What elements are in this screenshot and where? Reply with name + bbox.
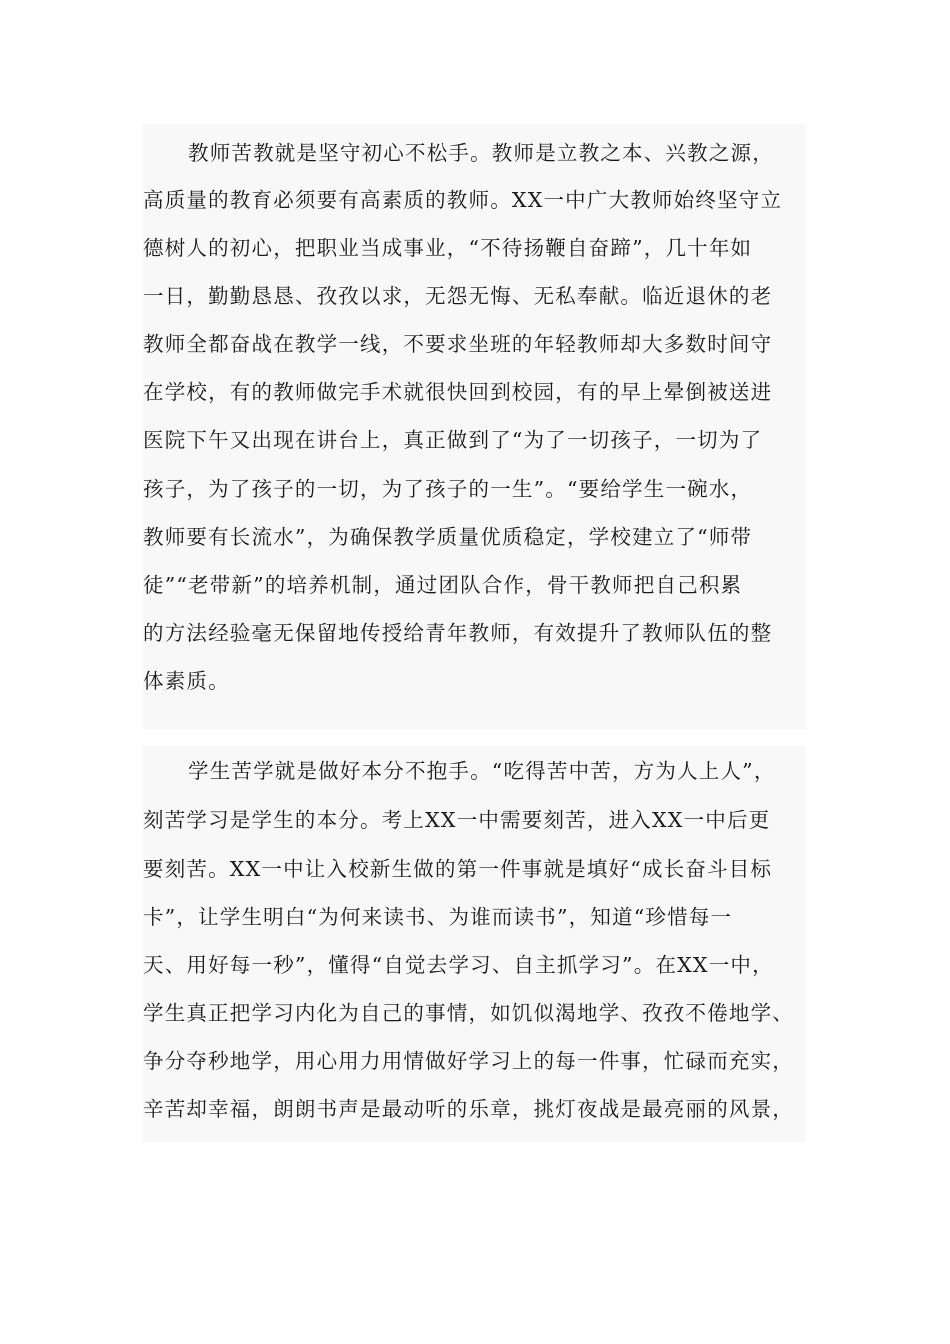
- paragraph-line: 徒”“老带新”的培养机制，通过团队合作，骨干教师把自己积累: [143, 573, 743, 597]
- paragraph-line: 孩子，为了孩子的一切，为了孩子的一生”。“要给学生一碗水，: [143, 477, 753, 501]
- paragraph-students: [143, 746, 806, 1142]
- paragraph-line: 体素质。: [143, 669, 230, 693]
- paragraph-line: 学生苦学就是做好本分不抱手。“吃得苦中苦，方为人上人”，: [188, 759, 776, 783]
- paragraph-line: 学生真正把学习内化为自己的事情，如饥似渴地学、孜孜不倦地学、: [143, 1001, 794, 1025]
- paragraph-line: 德树人的初心，把职业当成事业，“不待扬鞭自奋蹄”，几十年如: [143, 236, 753, 260]
- paragraph-line: 刻苦学习是学生的本分。考上XX一中需要刻苦，进入XX一中后更: [143, 808, 771, 832]
- paragraph-line: 争分夺秒地学，用心用力用情做好学习上的每一件事，忙碌而充实，: [143, 1049, 794, 1073]
- paragraph-teachers: [143, 124, 806, 729]
- paragraph-line: 教师要有长流水”，为确保教学质量优质稳定，学校建立了“师带: [143, 525, 753, 549]
- paragraph-line: 教师苦教就是坚守初心不松手。教师是立教之本、兴教之源，: [188, 141, 774, 165]
- paragraph-line: 高质量的教育必须要有高素质的教师。XX一中广大教师始终坚守立: [143, 188, 783, 212]
- paragraph-line: 一日，勤勤恳恳、孜孜以求，无怨无悔、无私奉献。临近退休的老: [143, 284, 773, 308]
- paragraph-line: 医院下午又出现在讲台上，真正做到了“为了一切孩子，一切为了: [143, 428, 763, 452]
- paragraph-line: 卡”，让学生明白“为何来读书、为谁而读书”，知道“珍惜每一: [143, 905, 733, 929]
- paragraph-line: 要刻苦。XX一中让入校新生做的第一件事就是填好“成长奋斗目标: [143, 857, 773, 881]
- paragraph-line: 的方法经验毫无保留地传授给青年教师，有效提升了教师队伍的整: [143, 621, 773, 645]
- paragraph-line: 天、用好每一秒”，懂得“自觉去学习、自主抓学习”。在XX一中，: [143, 953, 774, 977]
- paragraph-line: 辛苦却幸福，朗朗书声是最动听的乐章，挑灯夜战是最亮丽的风景，: [143, 1097, 794, 1121]
- paragraph-line: 在学校，有的教师做完手术就很快回到校园，有的早上晕倒被送进: [143, 380, 773, 404]
- paragraph-line: 教师全都奋战在教学一线，不要求坐班的年轻教师却大多数时间守: [143, 332, 773, 356]
